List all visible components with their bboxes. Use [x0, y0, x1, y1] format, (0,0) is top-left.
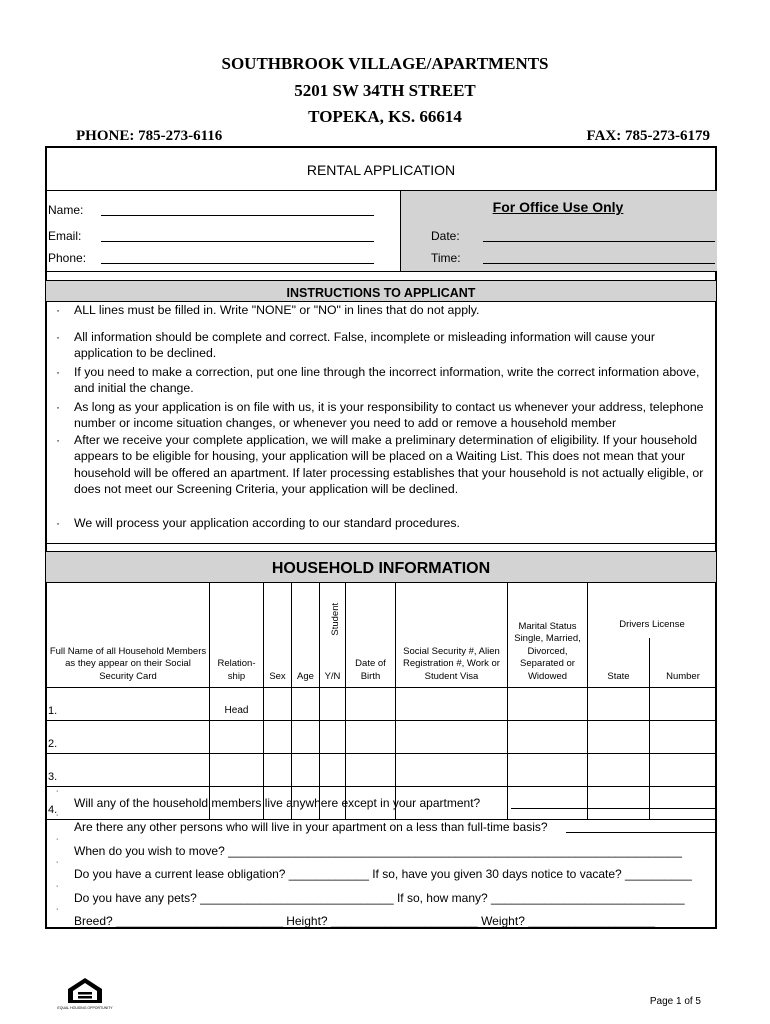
question-text: When do you wish to move? ____________________________________________________________________: [74, 844, 682, 858]
header-student-label: Student: [330, 602, 342, 636]
row-relationship[interactable]: [210, 721, 264, 754]
row-student[interactable]: [320, 754, 346, 787]
header-dl-state: State: [588, 638, 650, 688]
row-student[interactable]: [320, 688, 346, 721]
name-label: Name:: [48, 203, 84, 217]
row-marital[interactable]: [508, 721, 588, 754]
property-name: SOUTHBROOK VILLAGE/APARTMENTS: [221, 54, 549, 73]
table-row: [47, 688, 717, 721]
office-time-label: Time:: [431, 251, 461, 265]
instructions-title: INSTRUCTIONS TO APPLICANT: [286, 286, 476, 300]
row-relationship[interactable]: Head: [210, 688, 264, 721]
row-number: 3.: [47, 754, 210, 787]
household-table: [46, 582, 717, 820]
row-dl-number[interactable]: [650, 787, 717, 820]
question-text: Are there any other persons who will live in your apartment on a less than full-time basis?: [74, 820, 548, 834]
row-dl-state[interactable]: [588, 721, 650, 754]
phone-label: Phone:: [48, 251, 87, 265]
header-dob: Date of Birth: [346, 583, 396, 688]
question-text: Do you have any pets? _____________________________ If so, how many? _____________________________: [74, 891, 685, 905]
instruction-item: · After we receive your complete application, we will make a preliminary determination of eligibility. If your household appears to be eligible for housing, your application will be placed on a Waiting List. This does not mean that your household will be offered an apartment. If later processing establishes that your household is not actually eligible, or does not meet our Screening Criteria, your application will be declined.: [56, 432, 704, 496]
row-student[interactable]: [320, 721, 346, 754]
header-ssn: Social Security #, Alien Registration #, Work or Student Visa: [396, 583, 508, 688]
page-number: Page 1 of 5: [649, 996, 701, 1007]
question-text: Will any of the household members live anywhere except in your apartment?: [74, 796, 481, 810]
svg-text:EQUAL HOUSING OPPORTUNITY: EQUAL HOUSING OPPORTUNITY: [57, 1006, 113, 1010]
row-dl-number[interactable]: [650, 688, 717, 721]
row-marital[interactable]: [508, 754, 588, 787]
table-row: [47, 721, 717, 754]
row-dob[interactable]: [346, 721, 396, 754]
instructions-list: [56, 302, 706, 531]
office-date-field[interactable]: [483, 241, 715, 242]
row-ssn[interactable]: [396, 721, 508, 754]
divider: [46, 271, 716, 272]
row-dl-number[interactable]: [650, 721, 717, 754]
instruction-item: · We will process your application according to our standard procedures.: [56, 515, 460, 530]
phone-number: PHONE: 785-273-6116: [76, 128, 223, 144]
fax-number: FAX: 785-273-6179: [586, 128, 710, 144]
question-text: Do you have a current lease obligation? ____________ If so, have you given 30 days notice to vacate? __________: [74, 867, 692, 881]
row-number: 1.: [47, 688, 210, 721]
row-ssn[interactable]: [396, 688, 508, 721]
row-dl-number[interactable]: [650, 754, 717, 787]
header-marital: Marital Status Single, Married, Divorced, Separated or Widowed: [508, 583, 588, 688]
email-label: Email:: [48, 229, 82, 243]
header-drivers-license: Drivers License: [588, 583, 717, 638]
instruction-item: · ALL lines must be filled in. Write "NONE" or "NO" in lines that do not apply.: [56, 303, 480, 317]
row-marital[interactable]: [508, 787, 588, 820]
equal-housing-icon: [57, 976, 113, 1014]
row-relationship[interactable]: [210, 754, 264, 787]
header-relationship: Relation-ship: [210, 583, 264, 688]
email-field[interactable]: [101, 241, 374, 242]
row-marital[interactable]: [508, 688, 588, 721]
divider: [46, 543, 716, 544]
row-sex[interactable]: [264, 721, 292, 754]
office-time-field[interactable]: [483, 263, 715, 264]
header-sex: Sex: [264, 583, 292, 688]
instruction-item: · As long as your application is on file with us, it is your responsibility to contact us whenever your address, telephone number or income situation changes, or whenever you need to add or remove a household member: [56, 399, 704, 430]
other-residence-field[interactable]: [511, 808, 715, 809]
header-dl-number: Number: [650, 638, 717, 688]
table-row: [47, 754, 717, 787]
row-number: 2.: [47, 721, 210, 754]
property-street: 5201 SW 34TH STREET: [294, 81, 476, 100]
name-field[interactable]: [101, 215, 374, 216]
row-dl-state[interactable]: [588, 787, 650, 820]
row-sex[interactable]: [264, 688, 292, 721]
part-time-residents-field[interactable]: [566, 832, 715, 833]
office-use-title: For Office Use Only: [492, 199, 624, 215]
household-title: HOUSEHOLD INFORMATION: [271, 560, 491, 577]
header-student-yn: Y/N: [324, 670, 341, 682]
row-dob[interactable]: [346, 754, 396, 787]
header-age: Age: [292, 583, 320, 688]
row-age[interactable]: [292, 688, 320, 721]
header-full-name: Full Name of all Household Members as they appear on their Social Security Card: [47, 583, 210, 688]
office-date-label: Date:: [431, 229, 460, 243]
row-dl-state[interactable]: [588, 754, 650, 787]
row-dob[interactable]: [346, 688, 396, 721]
question-text: Breed? _________________________ Height? ______________________ Weight? ___________________: [74, 914, 656, 928]
property-city: TOPEKA, KS. 66614: [308, 107, 462, 126]
header-student: [320, 583, 346, 688]
row-number: 4.: [47, 787, 210, 820]
row-ssn[interactable]: [396, 754, 508, 787]
equal-housing-logo: [57, 976, 113, 1014]
instruction-item: · All information should be complete and correct. False, incomplete or misleading information will cause your application to be declined.: [56, 329, 655, 360]
row-age[interactable]: [292, 754, 320, 787]
instruction-item: · If you need to make a correction, put one line through the incorrect information, write the correct information above, and initial the change.: [56, 364, 700, 395]
row-age[interactable]: [292, 721, 320, 754]
form-title: RENTAL APPLICATION: [306, 162, 456, 178]
phone-field[interactable]: [101, 263, 374, 264]
row-dl-state[interactable]: [588, 688, 650, 721]
row-sex[interactable]: [264, 754, 292, 787]
